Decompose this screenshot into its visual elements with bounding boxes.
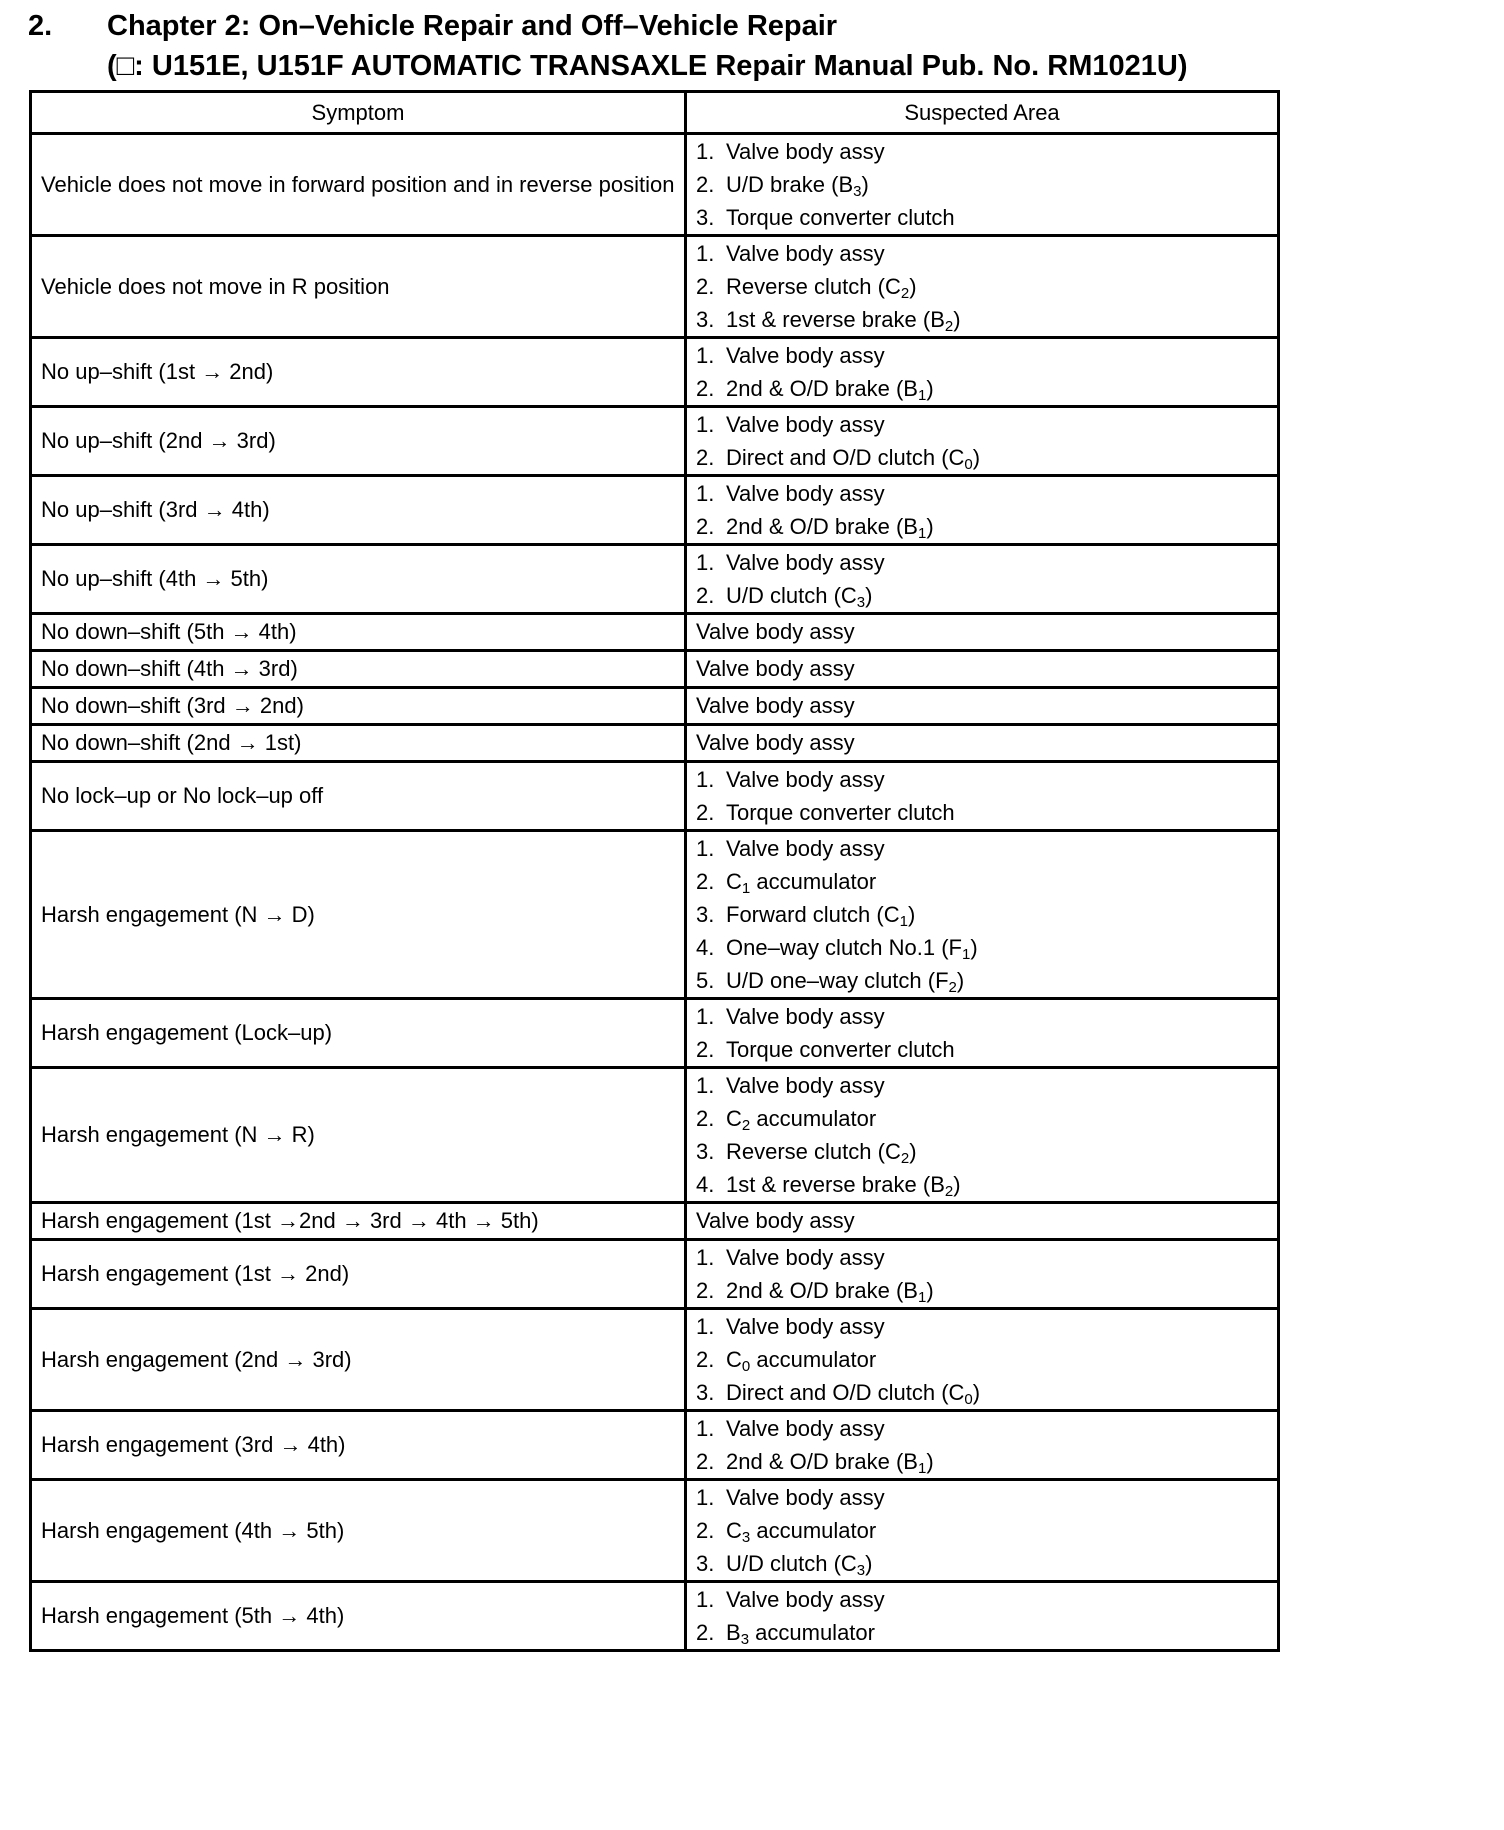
suspected-area-cell [686, 999, 1279, 1068]
item-text: U/D brake (B [726, 172, 854, 197]
list-item [696, 477, 1268, 510]
suspected-area-cell [686, 1411, 1279, 1480]
item-text: 2nd & O/D brake (B [726, 1449, 918, 1474]
list-item [696, 1168, 1268, 1201]
item-text: ) [926, 1449, 934, 1474]
item-text: Valve body assy [726, 1245, 885, 1270]
item-number: 1. [696, 1314, 715, 1339]
suspected-area-list [696, 339, 1268, 405]
heading-line-1 [28, 6, 1468, 46]
item-number: 3. [696, 1139, 715, 1164]
item-number: 2. [696, 1106, 715, 1131]
item-text: 2nd & O/D brake (B [726, 376, 918, 401]
list-item [696, 1616, 1268, 1649]
item-number: 5. [696, 968, 715, 993]
item-text: Valve body assy [726, 343, 885, 368]
table-row [31, 134, 1279, 236]
subscript: 1 [917, 1460, 927, 1477]
subscript: 2 [900, 285, 910, 302]
item-text: 1st & reverse brake (B [726, 1172, 945, 1197]
item-number: 1. [696, 412, 715, 437]
item-text: U/D clutch (C [726, 583, 857, 608]
item-text: Valve body assy [726, 1073, 885, 1098]
subscript: 2 [948, 979, 957, 996]
item-text: B [726, 1620, 741, 1645]
suspected-area-cell [686, 1480, 1279, 1582]
symptom-cell: Harsh engagement (5th → 4th) [31, 1582, 686, 1651]
item-text: 1st & reverse brake (B [726, 307, 945, 332]
suspected-area-text: Valve body assy [696, 656, 855, 681]
item-number: 1. [696, 343, 715, 368]
suspected-area-cell [686, 236, 1279, 338]
item-text: Direct and O/D clutch (C [726, 1380, 965, 1405]
item-number: 1. [696, 1073, 715, 1098]
table-row [31, 1309, 1279, 1411]
list-item [696, 1514, 1268, 1547]
symptom-cell: Harsh engagement (4th → 5th) [31, 1480, 686, 1582]
item-text: accumulator [750, 1518, 877, 1543]
list-item [696, 1547, 1268, 1580]
item-number: 4. [696, 935, 715, 960]
list-item [696, 135, 1268, 168]
subscript: 3 [853, 183, 862, 200]
subscript: 2 [741, 1117, 751, 1134]
item-number: 2. [696, 1347, 715, 1372]
list-item [696, 1274, 1268, 1307]
table-row [31, 407, 1279, 476]
suspected-area-list [696, 477, 1268, 543]
item-text: ) [972, 1380, 981, 1405]
item-number: 2. [696, 172, 715, 197]
item-number: 3. [696, 1551, 715, 1576]
subscript: 2 [944, 1183, 954, 1200]
item-text: C [726, 1106, 742, 1131]
list-item [696, 832, 1268, 865]
item-text: ) [865, 1551, 873, 1576]
item-number: 1. [696, 241, 715, 266]
list-item [696, 1583, 1268, 1616]
list-item [696, 763, 1268, 796]
subscript: 3 [740, 1631, 750, 1648]
item-number: 1. [696, 481, 715, 506]
symptom-cell: No up–shift (2nd → 3rd) [31, 407, 686, 476]
symptom-cell: No lock–up or No lock–up off [31, 762, 686, 831]
suspected-area-cell [686, 614, 1279, 651]
table-row [31, 725, 1279, 762]
list-item [696, 546, 1268, 579]
symptom-cell: No down–shift (4th → 3rd) [31, 651, 686, 688]
item-text: C [726, 869, 742, 894]
item-text: accumulator [750, 1347, 877, 1372]
item-number: 3. [696, 1380, 715, 1405]
symptom-cell: No up–shift (3rd → 4th) [31, 476, 686, 545]
list-item [696, 579, 1268, 612]
symptom-cell: Harsh engagement (N → R) [31, 1068, 686, 1203]
subscript: 0 [741, 1358, 751, 1375]
table-body [31, 134, 1279, 1651]
item-number: 1. [696, 1245, 715, 1270]
symptom-cell: No up–shift (4th → 5th) [31, 545, 686, 614]
suspected-area-list [696, 1069, 1268, 1201]
item-text: Valve body assy [726, 1004, 885, 1029]
list-item [696, 796, 1268, 829]
suspected-area-list [696, 546, 1268, 612]
list-item [696, 237, 1268, 270]
item-text: accumulator [750, 1106, 877, 1131]
item-number: 2. [696, 1278, 715, 1303]
suspected-area-list [696, 1000, 1268, 1066]
item-text: ) [926, 514, 934, 539]
symptom-cell: Harsh engagement (N → D) [31, 831, 686, 999]
symptom-cell: No up–shift (1st → 2nd) [31, 338, 686, 407]
suspected-area-text: Valve body assy [696, 619, 855, 644]
item-text: ) [970, 935, 978, 960]
item-text: Valve body assy [726, 1587, 885, 1612]
subscript: 1 [917, 387, 927, 404]
item-number: 1. [696, 767, 715, 792]
list-item [696, 1481, 1268, 1514]
list-item [696, 1135, 1268, 1168]
item-text: Valve body assy [726, 550, 885, 575]
list-item [696, 1069, 1268, 1102]
item-text: C [726, 1518, 742, 1543]
subscript: 0 [964, 1391, 973, 1408]
item-number: 2. [696, 1518, 715, 1543]
item-text: ) [907, 902, 916, 927]
symptom-cell: No down–shift (2nd → 1st) [31, 725, 686, 762]
list-item [696, 1343, 1268, 1376]
subscript: 1 [961, 946, 971, 963]
item-text: Valve body assy [726, 836, 885, 861]
subscript: 3 [741, 1529, 751, 1546]
item-number: 1. [696, 1416, 715, 1441]
list-item [696, 898, 1268, 931]
suspected-area-cell [686, 725, 1279, 762]
chapter-title: Chapter 2: On–Vehicle Repair and Off–Vehicle Repair [107, 10, 838, 42]
section-number: 2. [28, 10, 53, 42]
suspected-area-cell [686, 1309, 1279, 1411]
list-item [696, 1033, 1268, 1066]
list-item [696, 303, 1268, 336]
suspected-area-cell [686, 1068, 1279, 1203]
table-row [31, 1480, 1279, 1582]
item-text: Valve body assy [726, 1416, 885, 1441]
symptom-table [29, 90, 1280, 1652]
table-row [31, 614, 1279, 651]
suspected-area-cell [686, 338, 1279, 407]
symptom-cell: No down–shift (3rd → 2nd) [31, 688, 686, 725]
suspected-area-cell [686, 476, 1279, 545]
symptom-cell: Harsh engagement (3rd → 4th) [31, 1411, 686, 1480]
item-text: 2nd & O/D brake (B [726, 1278, 918, 1303]
table-row [31, 1582, 1279, 1651]
item-text: Torque converter clutch [726, 205, 955, 230]
list-item [696, 510, 1268, 543]
item-number: 1. [696, 1587, 715, 1612]
table-row [31, 1240, 1279, 1309]
list-item [696, 1412, 1268, 1445]
list-item [696, 1102, 1268, 1135]
item-number: 1. [696, 1485, 715, 1510]
list-item [696, 372, 1268, 405]
item-number: 3. [696, 307, 715, 332]
subscript: 0 [964, 456, 973, 473]
suspected-area-list [696, 1412, 1268, 1478]
item-number: 3. [696, 205, 715, 230]
item-number: 4. [696, 1172, 715, 1197]
table-row [31, 1068, 1279, 1203]
item-text: Valve body assy [726, 767, 885, 792]
item-text: Torque converter clutch [726, 800, 955, 825]
table-row [31, 651, 1279, 688]
symptom-cell: Harsh engagement (Lock–up) [31, 999, 686, 1068]
item-text: ) [956, 968, 965, 993]
suspected-area-cell [686, 688, 1279, 725]
item-text: U/D one–way clutch (F [726, 968, 949, 993]
suspected-area-list [696, 763, 1268, 829]
list-item [696, 441, 1268, 474]
table-row [31, 831, 1279, 999]
suspected-area-list [696, 1481, 1268, 1580]
table-row [31, 999, 1279, 1068]
table-header-row [31, 92, 1279, 134]
list-item [696, 408, 1268, 441]
item-text: Forward clutch (C [726, 902, 900, 927]
list-item [696, 339, 1268, 372]
suspected-area-text: Valve body assy [696, 1208, 855, 1233]
suspected-area-cell [686, 1203, 1279, 1240]
list-item [696, 1310, 1268, 1343]
suspected-area-cell [686, 651, 1279, 688]
table-row [31, 476, 1279, 545]
subscript: 2 [944, 318, 954, 335]
list-item [696, 1241, 1268, 1274]
table-row [31, 762, 1279, 831]
item-text: ) [909, 1139, 917, 1164]
item-number: 2. [696, 869, 715, 894]
table-row [31, 1203, 1279, 1240]
list-item [696, 270, 1268, 303]
item-text: ) [865, 583, 873, 608]
suspected-area-list [696, 408, 1268, 474]
section-heading [28, 6, 1468, 86]
table-row [31, 236, 1279, 338]
item-number: 2. [696, 274, 715, 299]
item-number: 1. [696, 139, 715, 164]
item-text: Reverse clutch (C [726, 274, 901, 299]
list-item [696, 168, 1268, 201]
suspected-area-list [696, 1310, 1268, 1409]
item-text: accumulator [749, 1620, 875, 1645]
item-text: ) [909, 274, 917, 299]
list-item [696, 964, 1268, 997]
list-item [696, 931, 1268, 964]
suspected-area-cell [686, 762, 1279, 831]
list-item [696, 865, 1268, 898]
table-row [31, 338, 1279, 407]
item-text: ) [953, 307, 961, 332]
item-number: 2. [696, 583, 715, 608]
item-number: 1. [696, 836, 715, 861]
item-text: Direct and O/D clutch (C [726, 445, 965, 470]
item-text: One–way clutch No.1 (F [726, 935, 962, 960]
suspected-area-cell [686, 1240, 1279, 1309]
item-text: C [726, 1347, 742, 1372]
item-text: Valve body assy [726, 1485, 885, 1510]
suspected-area-cell [686, 134, 1279, 236]
list-item [696, 201, 1268, 234]
subscript: 1 [899, 913, 908, 930]
suspected-area-list [696, 1241, 1268, 1307]
item-text: Valve body assy [726, 241, 885, 266]
item-number: 3. [696, 902, 715, 927]
manual-reference: (□: U151E, U151F AUTOMATIC TRANSAXLE Repair Manual Pub. No. RM1021U) [107, 50, 1188, 82]
symptom-cell: Vehicle does not move in forward position and in reverse position [31, 134, 686, 236]
subscript: 1 [741, 880, 751, 897]
item-text: U/D clutch (C [726, 1551, 857, 1576]
suspected-area-text: Valve body assy [696, 693, 855, 718]
item-number: 2. [696, 1449, 715, 1474]
item-text: ) [926, 376, 934, 401]
table-row [31, 1411, 1279, 1480]
suspected-area-cell [686, 407, 1279, 476]
symptom-cell: Vehicle does not move in R position [31, 236, 686, 338]
item-number: 2. [696, 445, 715, 470]
suspected-area-cell [686, 545, 1279, 614]
symptom-cell: Harsh engagement (2nd → 3rd) [31, 1309, 686, 1411]
item-number: 2. [696, 376, 715, 401]
suspected-area-cell [686, 831, 1279, 999]
item-text: Valve body assy [726, 1314, 885, 1339]
symptom-cell: Harsh engagement (1st → 2nd) [31, 1240, 686, 1309]
subscript: 2 [900, 1150, 910, 1167]
list-item [696, 1000, 1268, 1033]
item-text: Valve body assy [726, 412, 885, 437]
subscript: 1 [917, 525, 927, 542]
item-text: ) [953, 1172, 961, 1197]
item-number: 1. [696, 1004, 715, 1029]
item-number: 2. [696, 514, 715, 539]
column-header-suspected-area: Suspected Area [686, 92, 1279, 134]
symptom-cell: Harsh engagement (1st →2nd → 3rd → 4th → 5th) [31, 1203, 686, 1240]
suspected-area-list [696, 135, 1268, 234]
subscript: 3 [856, 594, 866, 611]
item-text: Reverse clutch (C [726, 1139, 901, 1164]
list-item [696, 1376, 1268, 1409]
suspected-area-list [696, 237, 1268, 336]
suspected-area-cell [686, 1582, 1279, 1651]
column-header-symptom: Symptom [31, 92, 686, 134]
subscript: 1 [917, 1289, 927, 1306]
suspected-area-list [696, 1583, 1268, 1649]
item-text: Valve body assy [726, 481, 885, 506]
suspected-area-list [696, 832, 1268, 997]
item-text: ) [926, 1278, 934, 1303]
item-number: 1. [696, 550, 715, 575]
item-text: accumulator [750, 869, 877, 894]
item-number: 2. [696, 1620, 715, 1645]
item-text: ) [972, 445, 981, 470]
item-text: ) [861, 172, 869, 197]
item-number: 2. [696, 1037, 715, 1062]
item-text: Valve body assy [726, 139, 885, 164]
item-number: 2. [696, 800, 715, 825]
table-row [31, 688, 1279, 725]
symptom-cell: No down–shift (5th → 4th) [31, 614, 686, 651]
subscript: 3 [856, 1562, 866, 1579]
suspected-area-text: Valve body assy [696, 730, 855, 755]
list-item [696, 1445, 1268, 1478]
table-row [31, 545, 1279, 614]
item-text: Torque converter clutch [726, 1037, 955, 1062]
item-text: 2nd & O/D brake (B [726, 514, 918, 539]
